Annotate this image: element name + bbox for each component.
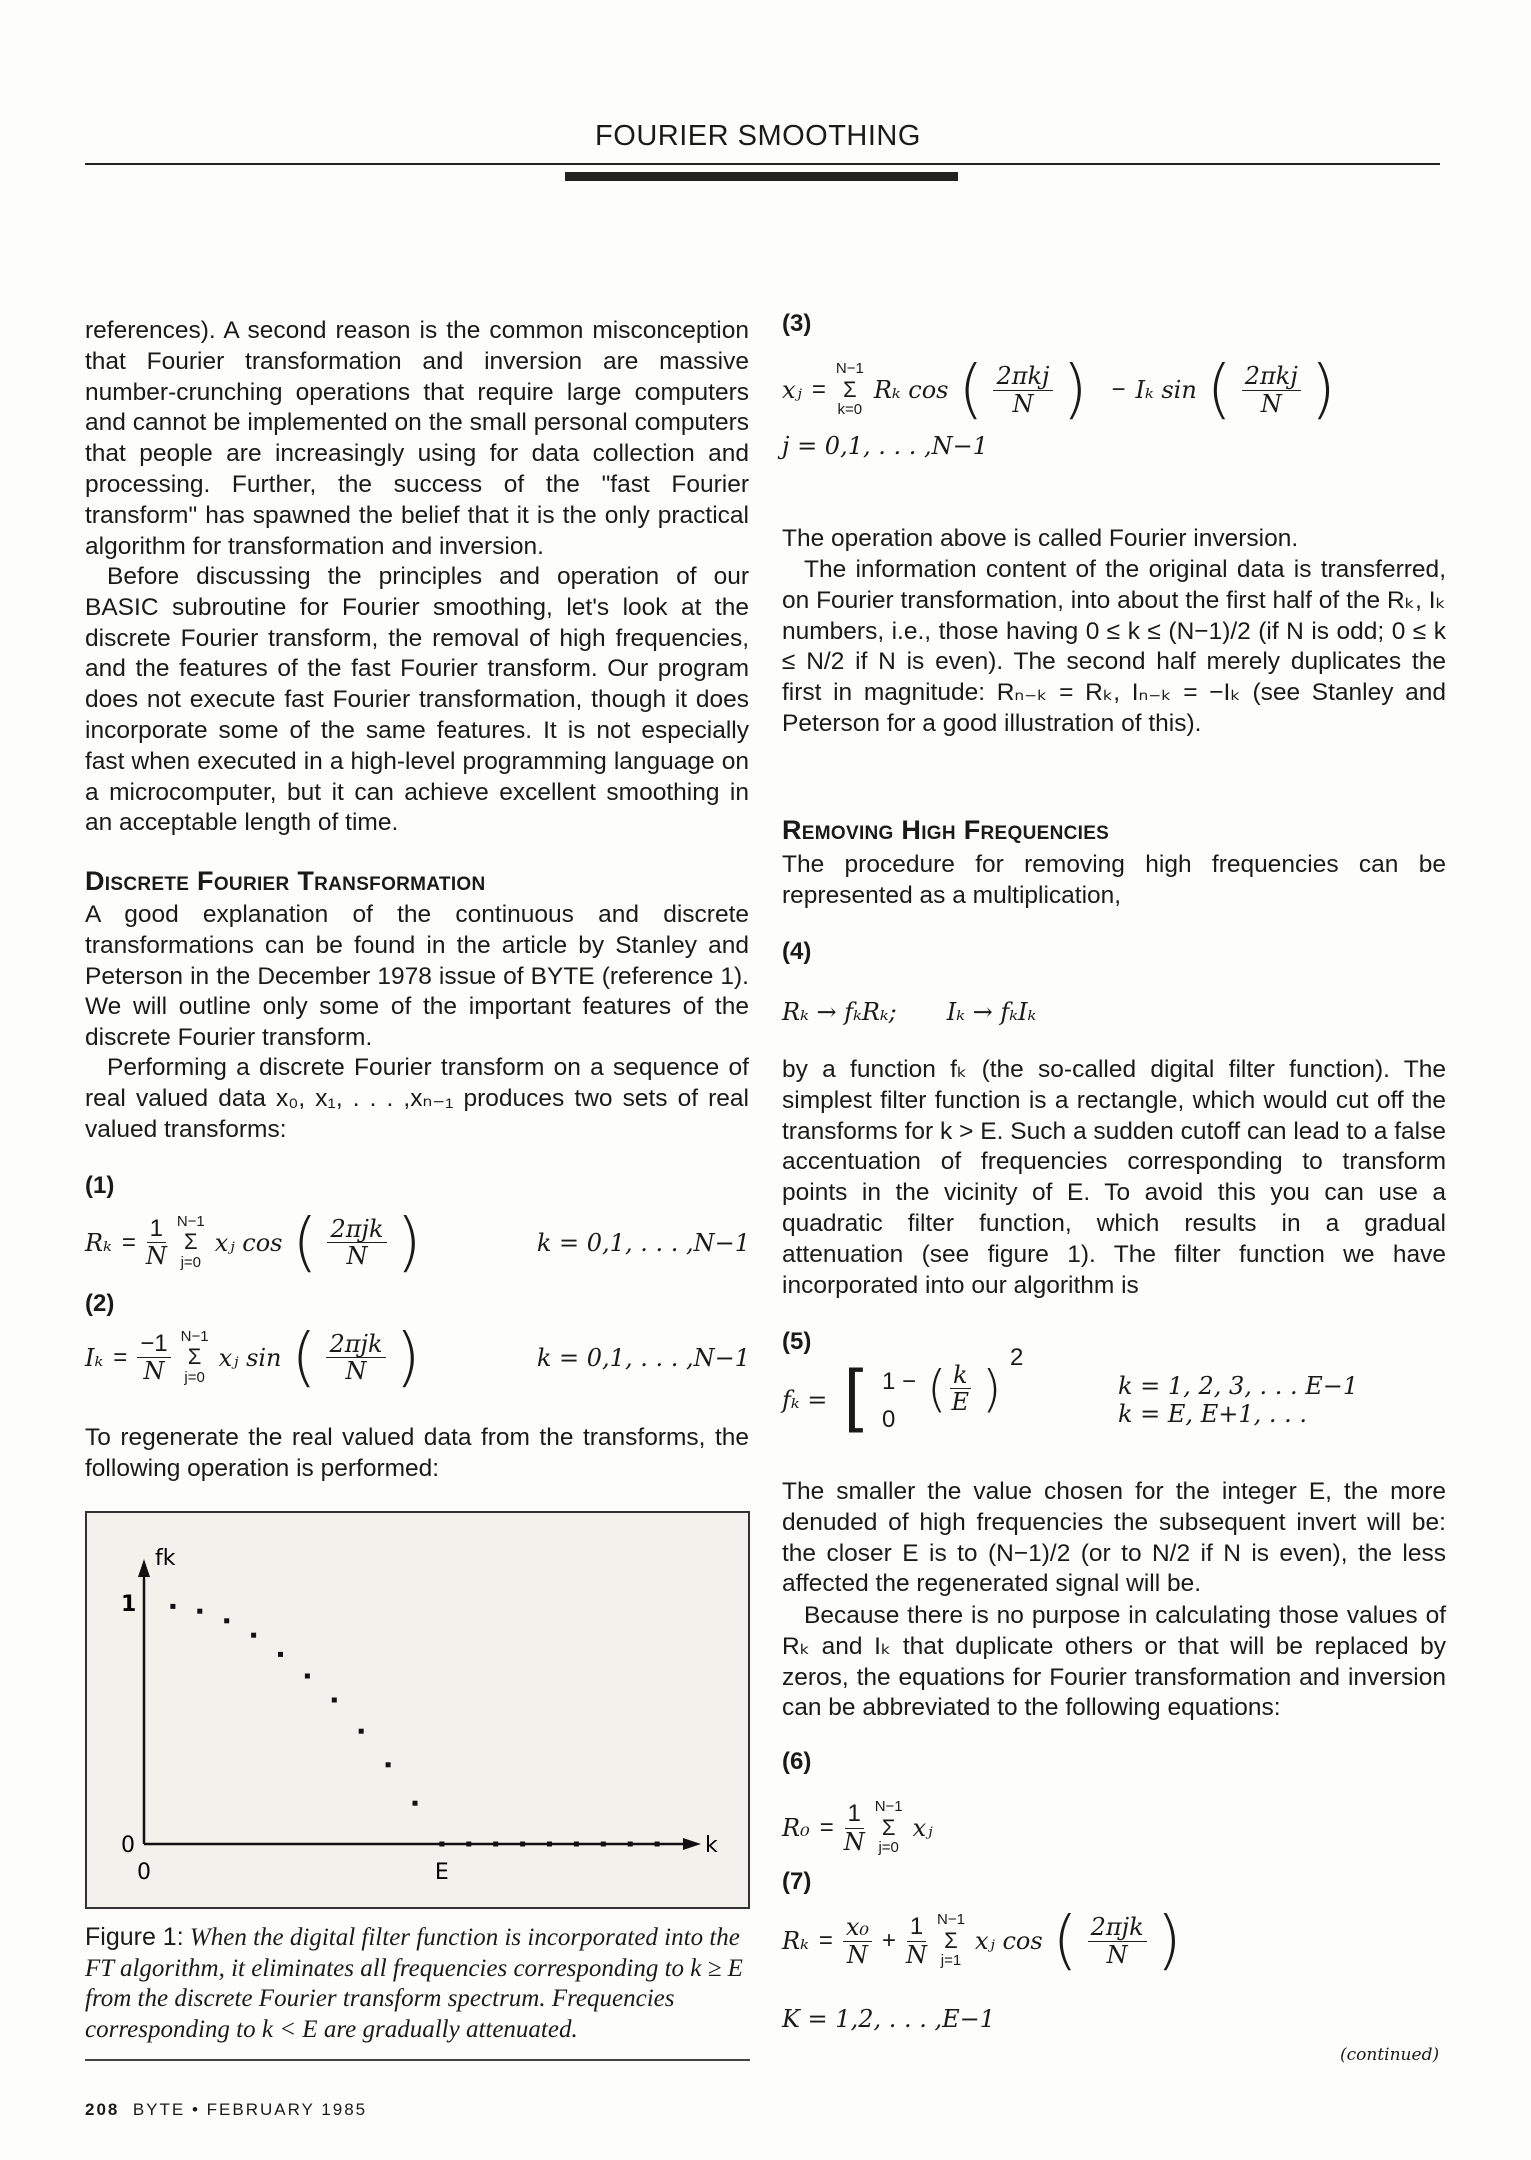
eq-num: x₀ xyxy=(843,1914,872,1941)
eq-range: j = 0,1, . . . ,N−1 xyxy=(782,432,989,460)
arg-den: N xyxy=(346,1242,368,1270)
data-point xyxy=(359,1729,364,1734)
arg-den: N xyxy=(1012,389,1034,418)
sum-top: N−1 xyxy=(937,1911,965,1929)
data-point xyxy=(520,1842,525,1847)
magazine-issue: BYTE • FEBRUARY 1985 xyxy=(132,2100,368,2119)
equation-label: (2) xyxy=(85,1290,115,1317)
bracket: [ xyxy=(844,1355,864,1433)
data-point xyxy=(332,1698,337,1703)
eq-row2: 0 xyxy=(882,1406,896,1433)
sum-top: N−1 xyxy=(874,1798,903,1816)
arg-num: 2πjk xyxy=(327,1216,386,1243)
equation-label: (1) xyxy=(85,1172,115,1199)
eq-range: K = 1,2, . . . ,E−1 xyxy=(782,2005,996,2033)
exponent: 2 xyxy=(1010,1344,1024,1371)
eq-term: xⱼ xyxy=(912,1814,933,1842)
y-tick-1: 1 xyxy=(121,1592,137,1617)
data-point xyxy=(278,1652,283,1657)
y-label: fk xyxy=(155,1546,176,1571)
x-tick-E: E xyxy=(434,1860,449,1885)
eq-den: N xyxy=(143,1357,165,1385)
paragraph: The smaller the value chosen for the integer E, the more denuded of high frequencies the subsequent invert will be: the closer E is to (N−1)/2 (or to N/2 if N is even), the less affected the regenerated signal will be. xyxy=(782,1478,1446,1598)
equation-6: R₀ = $\frac{1}{N}$ N−1 Σ j=0 xⱼ xyxy=(782,1798,933,1857)
section-heading: Removing High Frequencies xyxy=(782,815,1110,845)
data-point xyxy=(170,1604,175,1609)
figure-caption xyxy=(85,1922,750,2045)
eq-term: Rₖ cos xyxy=(873,376,949,404)
data-point xyxy=(224,1618,229,1623)
arg-num: 2πjk xyxy=(326,1331,385,1358)
equation-3: xⱼ = N−1 Σ k=0 Rₖ cos ( $\frac{\text{2πkj}}{N}$ ) − Iₖ sin ( $\frac{\text{2πkj}}{N}$ ) xyxy=(782,353,1336,427)
eq-lhs: Iₖ xyxy=(85,1343,104,1372)
eq-lhs: xⱼ xyxy=(782,376,802,404)
paragraph: Before discussing the principles and operation of our BASIC subroutine for Fourier smoothing, let's look at the discrete Fourier transform, the removal of high frequencies, and the features of the fast Fourier transform. Our program does not execute fast Fourier transformation, though it does incorporate some of the same features. It is not especially fast when executed in a high-level programming language on a microcomputer, but it can achieve excellent smoothing in an acceptable length of time. xyxy=(85,563,749,837)
arg-den: N xyxy=(345,1357,367,1385)
page-number: 208 xyxy=(85,2100,120,2119)
sum-bot: j=1 xyxy=(940,1952,962,1970)
eq-term: xⱼ sin xyxy=(218,1343,282,1372)
eq-den: N xyxy=(906,1940,928,1969)
eq-num: 1 xyxy=(845,1801,864,1828)
paragraph: The operation above is called Fourier inversion. xyxy=(782,525,1299,552)
data-point xyxy=(386,1762,391,1767)
data-point xyxy=(547,1842,552,1847)
eq-plus: + xyxy=(882,1927,897,1954)
caption-text: When the digital filter function is incorporated into the FT algorithm, it eliminates all frequencies corresponding to k ≥ E from the discrete Fourier transform spectrum. Frequencies corresponding to k < E are gradually attenuated. xyxy=(85,1924,743,2043)
eq-den: N xyxy=(846,1940,868,1969)
data-point xyxy=(466,1842,471,1847)
data-point xyxy=(574,1842,579,1847)
arg-num: 2πjk xyxy=(1088,1914,1147,1941)
data-point xyxy=(251,1633,256,1638)
eq-lhs: Rₖ xyxy=(85,1228,112,1257)
eq-num: −1 xyxy=(137,1331,170,1358)
continued-note: (continued) xyxy=(1340,2045,1440,2065)
filter-function-plot xyxy=(87,1513,748,1907)
frac-den: E xyxy=(951,1388,970,1417)
equation-label: (4) xyxy=(782,938,812,965)
equation-1: Rₖ = $\frac{1}{N}$ N−1 Σ j=0 xⱼ cos ( $\frac{\text{2πjk}}{N}$ ) k = 0,1, . . . ,N−1 xyxy=(85,1205,750,1280)
eq-term: xⱼ cos xyxy=(214,1228,283,1257)
data-point xyxy=(493,1842,498,1847)
running-header: FOURIER SMOOTHING xyxy=(595,120,921,152)
equation-5: fₖ = [ 1 − ( $\frac{k}{E}$ ) 2 0 k = 1, 2, 3, . . . E−1 k = E, E+1, . . . xyxy=(782,1344,1359,1433)
eq-num: 1 xyxy=(907,1914,926,1941)
eq-den: N xyxy=(843,1827,865,1856)
caption-prefix: Figure 1: xyxy=(85,1923,184,1951)
equation-label: (6) xyxy=(782,1748,812,1775)
footer xyxy=(85,2100,367,2120)
paragraph: The procedure for removing high frequencies can be represented as a multiplication, xyxy=(782,851,1446,909)
data-point xyxy=(655,1842,660,1847)
eq-part: Rₖ → fₖRₖ; xyxy=(782,998,897,1026)
header-rule xyxy=(85,163,1440,165)
x-label: k xyxy=(705,1833,718,1858)
eq-term: Iₖ sin xyxy=(1135,376,1197,404)
sum-bot: k=0 xyxy=(837,401,863,419)
sum-top: N−1 xyxy=(180,1327,209,1345)
eq-num: 1 xyxy=(147,1216,166,1243)
sum-bot: j=0 xyxy=(180,1253,202,1271)
arg-num: 2πkj xyxy=(1242,363,1301,390)
eq-range: k = 0,1, . . . ,N−1 xyxy=(536,1228,750,1257)
eq-den: N xyxy=(145,1242,167,1270)
equation-7: Rₖ = $\frac{\text{x₀}}{N}$ + $\frac{1}{N}$ N−1 Σ j=1 xⱼ cos ( $\frac{\text{2πjk}}{N}$ ) xyxy=(782,1904,1182,1978)
data-point xyxy=(628,1842,633,1847)
paragraph: To regenerate the real valued data from the transforms, the following operation is performed: xyxy=(85,1424,749,1482)
data-point xyxy=(439,1842,444,1847)
paragraph: by a function fₖ (the so-called digital filter function). The simplest filter function is a rectangle, which would cut off the transforms for k > E. Such a sudden cutoff can lead to a false accentuation of frequencies corresponding to transform points in the vicinity of E. To avoid this you can use a quadratic filter function, which results in a gradual attenuation (see figure 1). The filter function we have incorporated into our algorithm is xyxy=(782,1056,1446,1299)
data-point xyxy=(601,1842,606,1847)
sum-top: N−1 xyxy=(176,1212,205,1230)
eq-minus: − xyxy=(1111,376,1126,403)
frac-num: k xyxy=(950,1362,971,1389)
eq-term: xⱼ cos xyxy=(974,1927,1043,1955)
x-axis-arrow xyxy=(683,1838,701,1850)
sum-bot: j=0 xyxy=(184,1368,205,1386)
equation-4 xyxy=(782,998,1036,1026)
paragraph: A good explanation of the continuous and discrete transformations can be found in the article by Stanley and Peterson in the December 1978 issue of BYTE (reference 1). We will outline only some of the important features of the discrete Fourier transform. xyxy=(85,901,749,1052)
x-tick-0: 0 xyxy=(137,1860,151,1885)
sum-top: N−1 xyxy=(835,360,864,378)
data-point xyxy=(305,1674,310,1679)
eq-lhs: Rₖ xyxy=(782,1927,809,1955)
paragraph: Because there is no purpose in calculating those values of Rₖ and Iₖ that duplicate others or that will be replaced by zeros, the equations for Fourier transformation and inversion can be abbreviated to the following equations: xyxy=(782,1602,1446,1722)
equation-2: Iₖ = $\frac{-1}{N}$ N−1 Σ j=0 xⱼ sin ( $\frac{\text{2πjk}}{N}$ ) k = 0,1, . . . ,N−1 xyxy=(85,1320,750,1395)
y-axis-arrow xyxy=(138,1559,150,1577)
data-point xyxy=(197,1609,202,1614)
section-heading: Discrete Fourier Transformation xyxy=(85,866,486,896)
footer-rule xyxy=(85,2059,750,2061)
eq-range: k = E, E+1, . . . xyxy=(1118,1400,1307,1428)
eq-lhs: R₀ xyxy=(782,1814,810,1842)
eq-range: k = 0,1, . . . ,N−1 xyxy=(536,1343,750,1372)
data-point xyxy=(413,1801,418,1806)
equation-label: (5) xyxy=(782,1328,812,1355)
figure-1 xyxy=(85,1511,750,1909)
eq-lhs: fₖ = xyxy=(782,1386,828,1414)
eq-row1: 1 − xyxy=(882,1368,917,1395)
eq-range: k = 1, 2, 3, . . . E−1 xyxy=(1118,1372,1359,1400)
paragraph: The information content of the original data is transferred, on Fourier transformation, into about the first half of the Rₖ, Iₖ numbers, i.e., those having 0 ≤ k ≤ (N−1)/2 (if N is odd; 0 ≤ k ≤ N/2 if N is even). The second half merely duplicates the first in magnitude: Rₙ₋ₖ = Rₖ, Iₙ₋ₖ = −Iₖ (see Stanley and Peterson for a good illustration of this). xyxy=(782,556,1446,737)
arg-num: 2πkj xyxy=(993,363,1052,390)
arg-den: N xyxy=(1260,389,1282,418)
header-bar xyxy=(565,172,958,181)
sum-bot: j=0 xyxy=(878,1839,899,1857)
arg-den: N xyxy=(1106,1940,1128,1969)
equation-label: (3) xyxy=(782,310,812,337)
eq-part: Iₖ → fₖIₖ xyxy=(946,998,1037,1026)
paragraph: references). A second reason is the common misconception that Fourier transformation and inversion are massive number-crunching operations that require large computers and cannot be implemented on the small personal computers that people are increasingly using for data collection and processing. Further, the success of the "fast Fourier transform" has spawned the belief that it is the only practical algorithm for transformation and inversion. xyxy=(85,317,749,560)
equation-label: (7) xyxy=(782,1868,812,1895)
paragraph: Performing a discrete Fourier transform on a sequence of real valued data x₀, x₁, . . . ,xₙ₋₁ produces two sets of real valued transforms: xyxy=(85,1054,749,1143)
y-tick-0: 0 xyxy=(121,1833,135,1858)
